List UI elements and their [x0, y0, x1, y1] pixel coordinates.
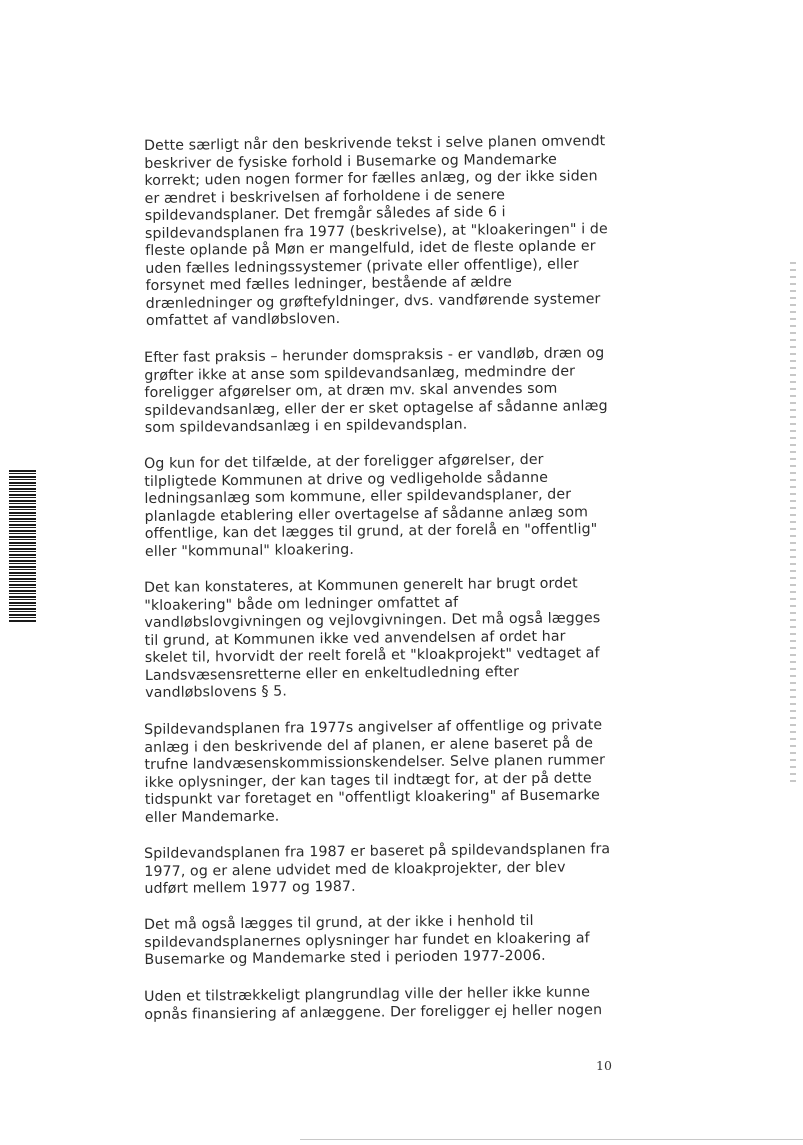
bottom-rule — [300, 1139, 803, 1140]
paragraph-8: Uden et tilstrækkeligt plangrundlag ville der heller ikke kunne opnås finansiering af anlæggene. Der foreligger ej heller nogen — [144, 983, 603, 1022]
paragraph-3: Og kun for det tilfælde, at der foreligger afgørelser, der tilpligtede Kommunen at drive og vedligeholde sådanne ledningsanlæg som kommune, eller spildevandsplaner, der planlagde etablering eller overtagelse af sådanne anlæg som offentlige, kan det lægges til grund, at der forelå en "offentlig" eller "kommunal" kloakering. — [144, 451, 598, 560]
paragraph-5: Spildevandsplanen fra 1977s angivelser af offentlige og private anlæg i den beskrivende del af planen, er alene baseret på de trufne landvæsenskommissionskendelser. Selve planen rummer ikke oplysninger, der kan tages til indtægt for, at der på dette tidspunkt var foretaget en "offentligt kloakering" af Busemarke eller Mandemarke. — [144, 716, 606, 825]
document-body — [144, 133, 614, 1043]
page-number: 10 — [596, 1058, 612, 1073]
paragraph-2: Efter fast praksis – herunder domspraksis - er vandløb, dræn og grøfter ikke at anse som spildevandsanlæg, medmindre der foreligger afgørelser om, at dræn mv. skal anvendes som spildevandsanlæg, eller der er sket optagelse af sådanne anlæg som spildevandsanlæg i en spildevandsplan. — [144, 344, 608, 436]
scan-edge-marks — [790, 262, 796, 782]
paragraph-6: Spildevandsplanen fra 1987 er baseret på spildevandsplanen fra 1977, og er alene udvidet med de kloakprojekter, der blev udført mellem 1977 og 1987. — [144, 840, 611, 897]
paragraph-4: Det kan konstateres, at Kommunen generelt har brugt ordet "kloakering" både om ledninger omfattet af vandløbslovgivningen og vejlovgivningen. Det må også lægges til grund, at Kommunen ikke ved anvendelsen af ordet har skelet til, hvorvidt der reelt forelå et "kloakprojekt" vedtaget af Landsvæsensretterne eller en enkeltudledning efter vandløbslovens § 5. — [144, 575, 601, 701]
paragraph-1: Dette særligt når den beskrivende tekst i selve planen omvendt beskriver de fysiske forhold i Busemarke og Mandemarke korrekt; uden nogen former for fælles anlæg, og der ikke siden er ændret i beskrivelsen af forholdene i de senere spildevandsplaner. Det fremgår således af side 6 i spildevandsplanen fra 1977 (beskrivelse), at "kloakeringen" i de fleste oplande på Møn er mangelfuld, idet de fleste oplande er uden fælles ledningssystemer (private eller offentlige), eller forsynet med fælles ledninger, bestående af ældre drænledninger og grøftefyldninger, dvs. vandførende systemer omfattet af vandløbsloven. — [144, 133, 608, 329]
scan-barcode — [9, 470, 36, 622]
paragraph-7: Det må også lægges til grund, at der ikke i henhold til spildevandsplanernes oplysninger har fundet en kloakering af Busemarke og Mandemarke sted i perioden 1977-2006. — [144, 912, 590, 968]
